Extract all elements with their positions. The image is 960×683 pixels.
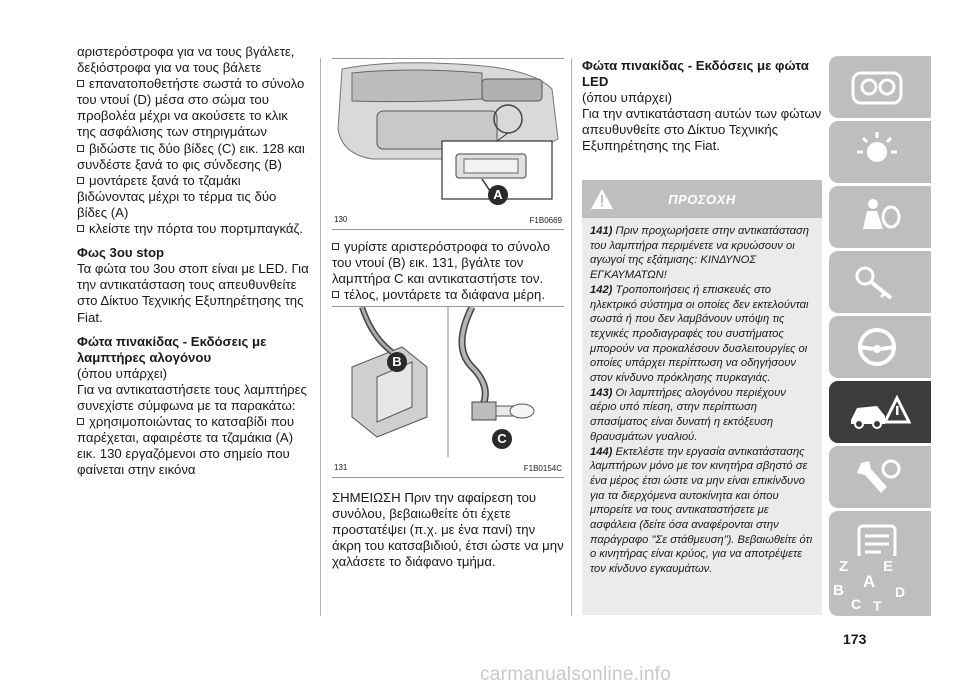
paragraph: αριστερόστροφα για να τους βγάλετε, δεξιόστροφα για να τους βάλετε [77,44,295,76]
figure-131 [332,306,564,478]
warning-title: ΠΡΟΣΟΧΗ [668,192,736,207]
section-heading: Φώτα πινακίδας - Εκδόσεις με φώτα LED [582,58,809,90]
page-number: 173 [843,631,867,647]
paragraph: (όπου υπάρχει) [77,365,168,381]
list-item: γυρίστε αριστερόστροφα το σύνολο του ντουί (B) εικ. 131, βγάλτε τον λαμπτήρα C και αντικαταστήστε τον. [332,239,551,287]
warning-box [582,180,822,615]
list-item: βιδώστε τις δύο βίδες (C) εικ. 128 και συνδέστε ξανά το φις σύνδεσης (B) [77,140,305,172]
list-item: κλείστε την πόρτα του πορτμπαγκάζ. [77,221,309,237]
tab-safety[interactable] [829,186,931,248]
column-divider [571,58,572,616]
list-item: επανατοποθετήστε σωστά το σύνολο του ντουί (D) μέσα στο σώμα του προβολέα μέχρι να ακούσετε το κλικ της ασφάλισης των στηριγμάτων [77,76,305,140]
bullet-square-icon [332,291,339,298]
warning-body [582,218,822,615]
paragraph: Για την αντικατάσταση αυτών των φώτων απευθυνθείτε στο Δίκτυο Τεχνικής Εξυπηρέτησης της Fiat. [582,106,822,154]
warning-item: 142) Τροποποιήσεις ή επισκευές στο ηλεκτρικό σύστημα οι οποίες δεν εκτελούνται σωστά ή που δεν λαμβάνουν υπόψη τις τεχνικές προδιαγραφές του συστήματος μπορούν να προκαλέσουν δυσλειτουργίες οι οποίες υπάρχει περίπτωση να οδηγήσουν στον κίνδυνο πρόκλησης πυρκαγιάς. [590,283,809,385]
tab-maintenance[interactable] [829,446,931,508]
bullet-square-icon [77,418,84,425]
index-letter: Z [839,558,849,575]
middle-column-top [332,239,564,303]
tab-warning-lights[interactable] [829,121,931,183]
bullet-square-icon [332,243,339,250]
bullet-square-icon [77,80,84,87]
tab-driving[interactable] [829,316,931,378]
column-divider [320,58,321,616]
list-item: χρησιμοποιώντας το κατσαβίδι που παρέχεται, αφαιρέστε τα τζαμάκια (A) εικ. 130 εργαζόμενοι στο σημείο που φαίνεται στην εικόνα [77,414,295,478]
figure-number: 131 [334,463,348,472]
list-item: τέλος, μοντάρετε τα διάφανα μέρη. [332,287,564,303]
callout-b-label: B [387,352,407,372]
paragraph: (όπου υπάρχει) [582,90,673,106]
warning-lights-icon [847,130,907,174]
car-dashboard-icon [847,65,907,109]
warning-item: 143) Οι λαμπτήρες αλογόνου περιέχουν αέριο υπό πίεση, στην περίπτωση σπασίματος είναι δυνατή η εκτόξευση θραυσμάτων γυαλιού. [590,386,786,443]
bullet-square-icon [77,177,84,184]
index-letter: E [883,558,894,575]
index-letter: C [851,596,862,612]
figure-code: F1B0669 [529,216,562,225]
warning-item: 141) Πριν προχωρήσετε στην αντικατάσταση του λαμπτήρα περιμένετε να κρυώσουν οι αγωγοί της εξάτμισης: ΚΙΝΔΥΝΟΣ ΕΓΚΑΥΜΑΤΩΝ! [590,225,809,282]
warning-item: 144) Εκτελέστε την εργασία αντικατάστασης λαμπτήρων μόνο με τον κινητήρα σβηστό σε ένα μέρος έτσι ώστε να μην είναι επικίνδυνο για τα διερχόμενα αυτοκίνητα και όπου μπορείτε να τους αντικαταστήσετε με ασφάλεια (δείτε όσα αναφέρονται στην παράγραφο "Σε στάθμευση"). Βεβαιωθείτε ότι ο κινητήρας είναι κρύος, για να αποτρέψετε τον κίνδυνο εγκαυμάτων. [590,445,813,576]
bullet-square-icon [77,225,84,232]
figure-code: F1B0154C [523,464,562,473]
warning-header [582,180,822,218]
figure-number: 130 [334,215,348,224]
note-paragraph: ΣΗΜΕΙΩΣΗ Πριν την αφαίρεση του συνόλου, βεβαιωθείτε ότι έχετε προστατέψει (π.χ. με ένα πανί) την άκρη του κατσαβιδιού, έτσι ώστε να μην χαλάσετε το διάφανο τμήμα. [332,490,564,570]
right-column [582,58,822,155]
tab-index[interactable] [829,556,931,616]
index-letter: T [873,598,882,614]
steering-wheel-icon [847,325,907,369]
callout-c-label: C [492,429,512,449]
paragraph: Για να αντικαταστήσετε τους λαμπτήρες συνεχίστε σύμφωνα με τα παρακάτω: [77,381,307,413]
index-letter: D [895,584,906,600]
left-column [77,44,309,478]
key-ignition-icon [847,260,907,304]
tab-dashboard[interactable] [829,56,931,118]
index-letter: A [863,572,876,591]
watermark: carmanualsonline.info [480,664,672,683]
callout-a-label: A [488,185,508,205]
emergency-car-icon [847,390,911,434]
section-heading: Φως 3ου stop [77,245,165,261]
middle-column-bottom [332,490,564,570]
tab-emergency[interactable] [829,381,931,443]
bulb-holder-illustration [332,307,564,457]
paragraph: Τα φώτα του 3ου στοπ είναι με LED. Για την αντικατάσταση τους απευθυνθείτε στο Δίκτυο Τεχνικής Εξυπηρέτησης της Fiat. [77,261,309,325]
tab-starting[interactable] [829,251,931,313]
bullet-square-icon [77,145,84,152]
car-rear-illustration [332,59,564,209]
figure-130 [332,58,564,230]
index-letter: B [833,582,844,599]
airbag-seat-icon [847,195,907,239]
list-item: μοντάρετε ξανά το τζαμάκι βιδώνοντας μέχρι το τέρμα τις δύο βίδες (A) [77,172,277,220]
section-heading: Φώτα πινακίδας - Εκδόσεις με λαμπτήρες αλογόνου [77,333,267,365]
maintenance-tools-icon [847,455,907,499]
